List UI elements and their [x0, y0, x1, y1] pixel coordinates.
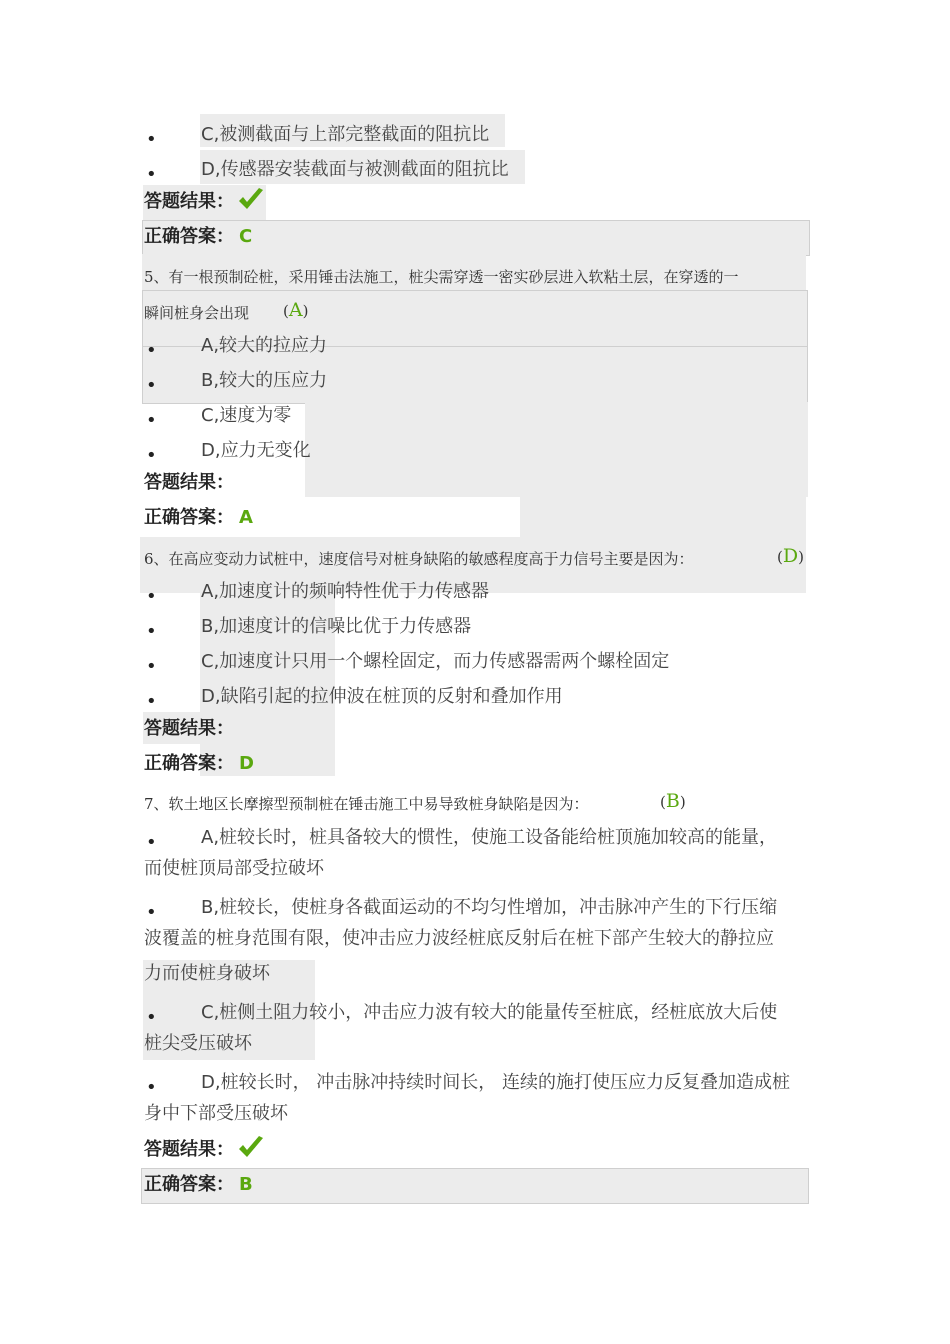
q5-question-line1: 5、有一根预制砼桩，采用锤击法施工，桩尖需穿透一密实砂层进入软粘土层，在穿透的一 [144, 268, 739, 286]
highlight-bg [520, 497, 806, 537]
q7-option-b-line1[interactable]: B,桩较长，使桩身各截面运动的不均匀性增加，冲击脉冲产生的下行压缩 [201, 897, 778, 918]
q7-option-d-line2[interactable]: 身中下部受压破坏 [144, 1103, 288, 1124]
q7-option-d-line1[interactable]: D,桩较长时， 冲击脉冲持续时间长， 连续的施打使压应力反复叠加造成桩 [201, 1072, 791, 1093]
checkmark-icon [236, 185, 266, 215]
q6-selected-answer [777, 545, 804, 567]
q7-option-c-line2[interactable]: 桩尖受压破坏 [144, 1033, 252, 1054]
bullet: • [146, 129, 157, 150]
paren-open: ( [283, 302, 289, 320]
paren-open: ( [660, 793, 666, 811]
bullet: • [146, 586, 157, 607]
bullet: • [146, 410, 157, 431]
bullet: • [146, 621, 157, 642]
q4-correct-answer: C [239, 226, 253, 247]
bullet: • [146, 445, 157, 466]
q5-option-d[interactable]: D,应力无变化 [201, 440, 311, 461]
q5-option-a[interactable]: A,较大的拉应力 [201, 335, 328, 356]
bullet: • [146, 340, 157, 361]
q5-correct-answer: A [239, 507, 253, 528]
q7-option-b-line2[interactable]: 波覆盖的桩身范围有限，使冲击应力波经桩底反射后在桩下部产生较大的静拉应 [144, 928, 774, 949]
paren-close: ) [302, 302, 309, 320]
bullet: • [146, 1007, 157, 1028]
q7-correct-answer: B [239, 1174, 253, 1195]
q4-option-c[interactable]: C,被测截面与上部完整截面的阻抗比 [201, 124, 490, 145]
bullet: • [146, 902, 157, 923]
q7-selected-answer [660, 790, 686, 812]
q6-option-b[interactable]: B,加速度计的信噪比优于力传感器 [201, 616, 472, 637]
q6-correct-answer: D [239, 753, 254, 774]
bullet: • [146, 832, 157, 853]
q7-option-c-line1[interactable]: C,桩侧土阻力较小，冲击应力波有较大的能量传至桩底，经桩底放大后使 [201, 1002, 778, 1023]
highlight-bg [305, 402, 808, 497]
q4-option-d[interactable]: D,传感器安装截面与被测截面的阻抗比 [201, 159, 509, 180]
bullet: • [146, 1077, 157, 1098]
q6-option-a[interactable]: A,加速度计的频响特性优于力传感器 [201, 581, 490, 602]
q7-result-label: 答题结果： [144, 1139, 234, 1160]
q5-question-line2: 瞬间桩身会出现 [144, 304, 250, 322]
bullet: • [146, 656, 157, 677]
q7-question: 7、软土地区长摩擦型预制桩在锤击施工中易导致桩身缺陷是因为： [144, 795, 589, 813]
q5-pick-letter: A [288, 299, 303, 321]
q4-answer-label: 正确答案： [144, 226, 234, 247]
q6-option-d[interactable]: D,缺陷引起的拉伸波在桩顶的反射和叠加作用 [201, 686, 563, 707]
q5-selected-answer [283, 299, 308, 321]
q5-result-label: 答题结果： [144, 472, 234, 493]
q7-option-a-line2[interactable]: 而使桩顶局部受拉破坏 [144, 858, 324, 879]
q7-answer-label: 正确答案： [144, 1174, 234, 1195]
q7-option-a-line1[interactable]: A,桩较长时，桩具备较大的惯性，使施工设备能给桩顶施加较高的能量， [201, 827, 778, 848]
checkmark-icon [236, 1133, 266, 1163]
q7-pick-letter: B [665, 790, 680, 812]
paren-close: ) [679, 793, 686, 811]
q4-result-label: 答题结果： [144, 191, 234, 212]
paren-close: ) [798, 548, 804, 566]
bullet: • [146, 691, 157, 712]
q6-pick-letter: D [782, 545, 799, 567]
q5-option-c[interactable]: C,速度为零 [201, 405, 292, 426]
q6-answer-label: 正确答案： [144, 753, 234, 774]
q5-option-b[interactable]: B,较大的压应力 [201, 370, 328, 391]
bullet: • [146, 164, 157, 185]
q5-answer-label: 正确答案： [144, 507, 234, 528]
paren-open: ( [777, 548, 783, 566]
q6-question: 6、在高应变动力试桩中，速度信号对桩身缺陷的敏感程度高于力信号主要是因为： [144, 550, 694, 568]
q6-option-c[interactable]: C,加速度计只用一个螺栓固定，而力传感器需两个螺栓固定 [201, 651, 670, 672]
bullet: • [146, 375, 157, 396]
q6-result-label: 答题结果： [144, 718, 234, 739]
q7-option-b-line3[interactable]: 力而使桩身破坏 [144, 963, 270, 984]
